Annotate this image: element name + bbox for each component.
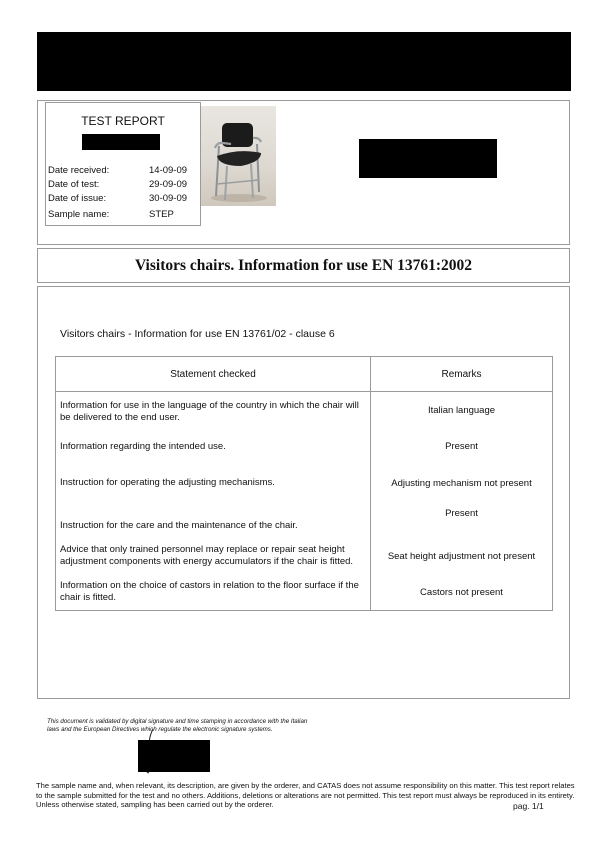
redacted-report-number: [82, 134, 160, 150]
remark-cell: Adjusting mechanism not present: [371, 465, 553, 502]
table-row: [56, 538, 553, 575]
meta-label: Sample name:: [48, 209, 110, 220]
report-info-box: [45, 102, 201, 226]
meta-label: Date received:: [48, 165, 110, 176]
statement-cell: Information for use in the language of the country in which the chair will be delivered to the end user.: [56, 392, 371, 429]
page-number: pag. 1/1: [513, 801, 544, 811]
table-row: [56, 502, 553, 538]
remark-cell: Castors not present: [371, 575, 553, 611]
footer-disclaimer: The sample name and, when relevant, its description, are given by the orderer, and CATAS does not assume responsibility on this matter. This test report relates to the sample submitted for the test and no others. Additions, deletions or alterations are not permitted. This test report must always be reproduced in its entirety. Unless otherwise stated, sampling has been carried out by the orderer.: [36, 781, 575, 809]
meta-value: 30-09-09: [149, 193, 188, 204]
table-row: [56, 429, 553, 465]
content-frame: [37, 286, 570, 699]
signature-note: This document is validated by digital signature and time stamping in accordance with the Italian laws and the European Directives which regulate the electronic signature systems.: [47, 718, 308, 733]
statement-cell: Advice that only trained personnel may replace or repair seat height adjustment components with energy accumulators if the chair is fitted.: [56, 538, 371, 575]
chair-photo: [201, 106, 276, 206]
section-caption: Visitors chairs - Information for use EN 13761/02 - clause 6: [60, 328, 335, 340]
redacted-signature: [138, 740, 210, 772]
redacted-logo-block: [359, 139, 497, 178]
title-box: [37, 248, 570, 283]
meta-value: 14-09-09: [149, 165, 188, 176]
remark-cell: Italian language: [371, 392, 553, 429]
report-title: TEST REPORT: [81, 114, 165, 128]
table-header-row: [56, 357, 553, 392]
chair-illustration: [201, 106, 276, 206]
table-row: [56, 575, 553, 611]
col-header-statement: Statement checked: [56, 357, 371, 392]
statements-table: [55, 356, 553, 611]
meta-label: Date of issue:: [48, 193, 107, 204]
table-row: [56, 392, 553, 429]
meta-value: STEP: [149, 209, 174, 220]
statement-cell: Information on the choice of castors in relation to the floor surface if the chair is fitted.: [56, 575, 371, 611]
col-header-remarks: Remarks: [371, 357, 553, 392]
statement-cell: Instruction for the care and the maintenance of the chair.: [56, 502, 371, 538]
table-row: [56, 465, 553, 502]
remark-cell: Present: [371, 429, 553, 465]
meta-label: Date of test:: [48, 179, 100, 190]
report-header-frame: [37, 100, 570, 245]
redacted-header-banner: [37, 32, 571, 91]
statement-cell: Information regarding the intended use.: [56, 429, 371, 465]
meta-value: 29-09-09: [149, 179, 188, 190]
document-title: Visitors chairs. Information for use EN 13761:2002: [134, 257, 473, 274]
remark-cell: Present: [371, 502, 553, 538]
remark-cell: Seat height adjustment not present: [371, 538, 553, 575]
statement-cell: Instruction for operating the adjusting mechanisms.: [56, 465, 371, 502]
